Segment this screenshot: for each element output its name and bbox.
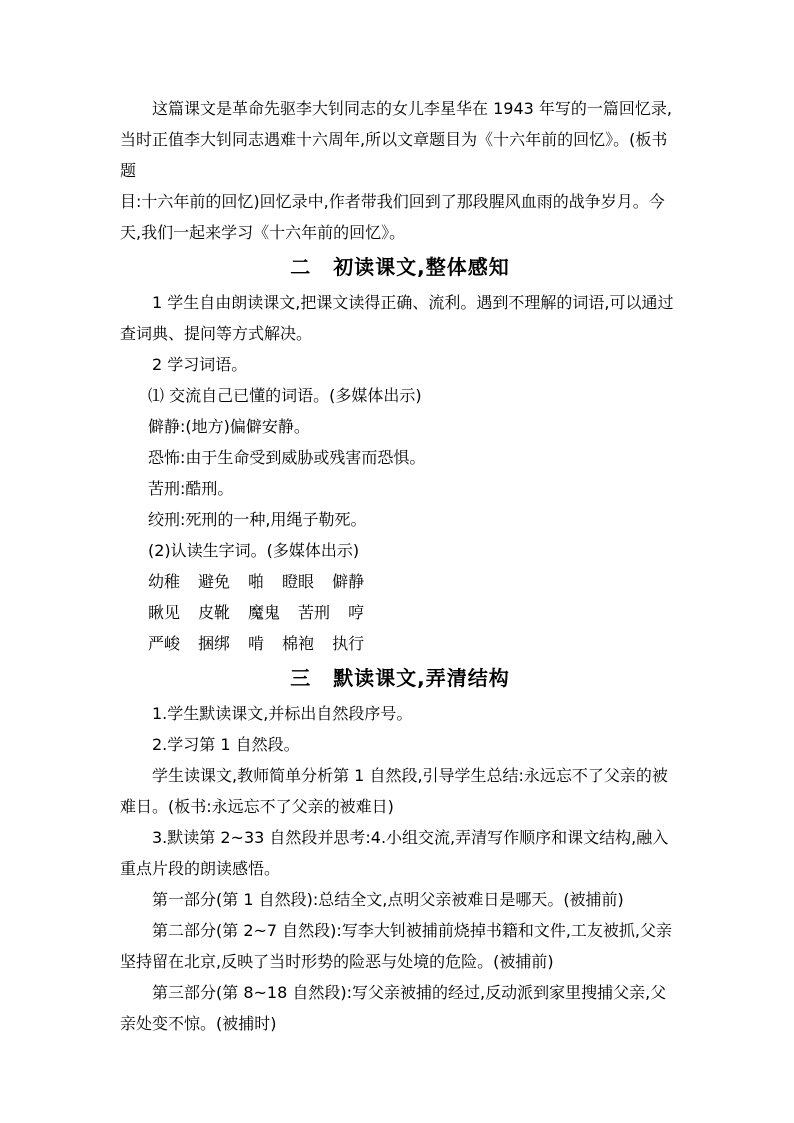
- paragraph-line: 1.学生默读课文,并标出自然段序号。: [152, 704, 413, 723]
- intro-line: 当时正值李大钊同志遇难十六周年,所以文章题目为《十六年前的回忆》。(板书题: [120, 130, 668, 180]
- vocab-word: 棉袍: [282, 634, 315, 653]
- intro-line: 天,我们一起来学习《十六年前的回忆》。: [120, 223, 406, 242]
- intro-paragraph: [120, 93, 680, 248]
- word-row: [120, 628, 680, 659]
- vocab-word: 瞅见: [148, 603, 181, 622]
- vocab-word: 避免: [198, 572, 231, 591]
- section-heading-2: [120, 248, 680, 287]
- paragraph-line: 3.默读第 2~33 自然段并思考:4.小组交流,弄清写作顺序和课文结构,融入: [152, 828, 669, 847]
- paragraph-line: 2.学习第 1 自然段。: [152, 735, 300, 754]
- paragraph-line: 2 学习词语。: [152, 355, 248, 374]
- vocab-word: 执行: [332, 634, 365, 653]
- vocab-word: 哼: [348, 603, 365, 622]
- vocab-word: 捆绑: [198, 634, 231, 653]
- vocab-word: 啪: [248, 572, 265, 591]
- vocab-word: 幼稚: [148, 572, 181, 591]
- section-heading-3: [120, 659, 680, 698]
- section-number: 二: [290, 255, 312, 279]
- section-2-body: [120, 287, 680, 659]
- paragraph-line: 坚持留在北京,反映了当时形势的险恶与处境的危险。(被捕前): [120, 952, 554, 971]
- definition-line: 僻静:(地方)偏僻安静。: [148, 417, 310, 436]
- vocab-word: 瞪眼: [282, 572, 315, 591]
- document-body: [120, 93, 680, 1039]
- vocab-word: 啃: [248, 634, 265, 653]
- intro-line: 这篇课文是革命先驱李大钊同志的女儿李星华在 1943 年写的一篇回忆录,: [152, 99, 672, 118]
- paragraph-line: 学生读课文,教师简单分析第 1 自然段,引导学生总结:永远忘不了父亲的被: [152, 766, 668, 785]
- paragraph-line: 1 学生自由朗读课文,把课文读得正确、流利。遇到不理解的词语,可以通过: [152, 293, 674, 312]
- word-row: [120, 566, 680, 597]
- vocab-word: 僻静: [332, 572, 365, 591]
- subitem-line: (2)认读生字词。(多媒体出示): [148, 541, 360, 560]
- vocab-word: 苦刑: [298, 603, 331, 622]
- paragraph-line: 第三部分(第 8~18 自然段):写父亲被捕的经过,反动派到家里搜捕父亲,父: [152, 983, 667, 1002]
- vocab-word: 皮靴: [198, 603, 231, 622]
- paragraph-line: 查词典、提问等方式解决。: [120, 324, 313, 343]
- vocab-word: 严峻: [148, 634, 181, 653]
- section-3-body: [120, 698, 680, 1039]
- paragraph-line: 难日。(板书:永远忘不了父亲的被难日): [120, 797, 394, 816]
- paragraph-line: 第一部分(第 1 自然段):总结全文,点明父亲被难日是哪天。(被捕前): [152, 890, 624, 909]
- paragraph-line: 亲处变不惊。(被捕时): [120, 1014, 277, 1033]
- vocab-word: 魔鬼: [248, 603, 281, 622]
- paragraph-line: 重点片段的朗读感悟。: [120, 859, 281, 878]
- subitem-line: ⑴ 交流自己已懂的词语。(多媒体出示): [148, 386, 422, 405]
- section-title: 初读课文,整体感知: [333, 255, 510, 279]
- paragraph-line: 第二部分(第 2~7 自然段):写李大钊被捕前烧掉书籍和文件,工友被抓,父亲: [152, 921, 672, 940]
- definition-line: 绞刑:死刑的一种,用绳子勒死。: [148, 510, 367, 529]
- intro-line: 目:十六年前的回忆)回忆录中,作者带我们回到了那段腥风血雨的战争岁月。今: [120, 192, 665, 211]
- section-number: 三: [290, 666, 312, 690]
- definition-line: 苦刑:酷刑。: [148, 479, 234, 498]
- definition-line: 恐怖:由于生命受到威胁或残害而恐惧。: [148, 448, 426, 467]
- word-row: [120, 597, 680, 628]
- section-title: 默读课文,弄清结构: [333, 666, 510, 690]
